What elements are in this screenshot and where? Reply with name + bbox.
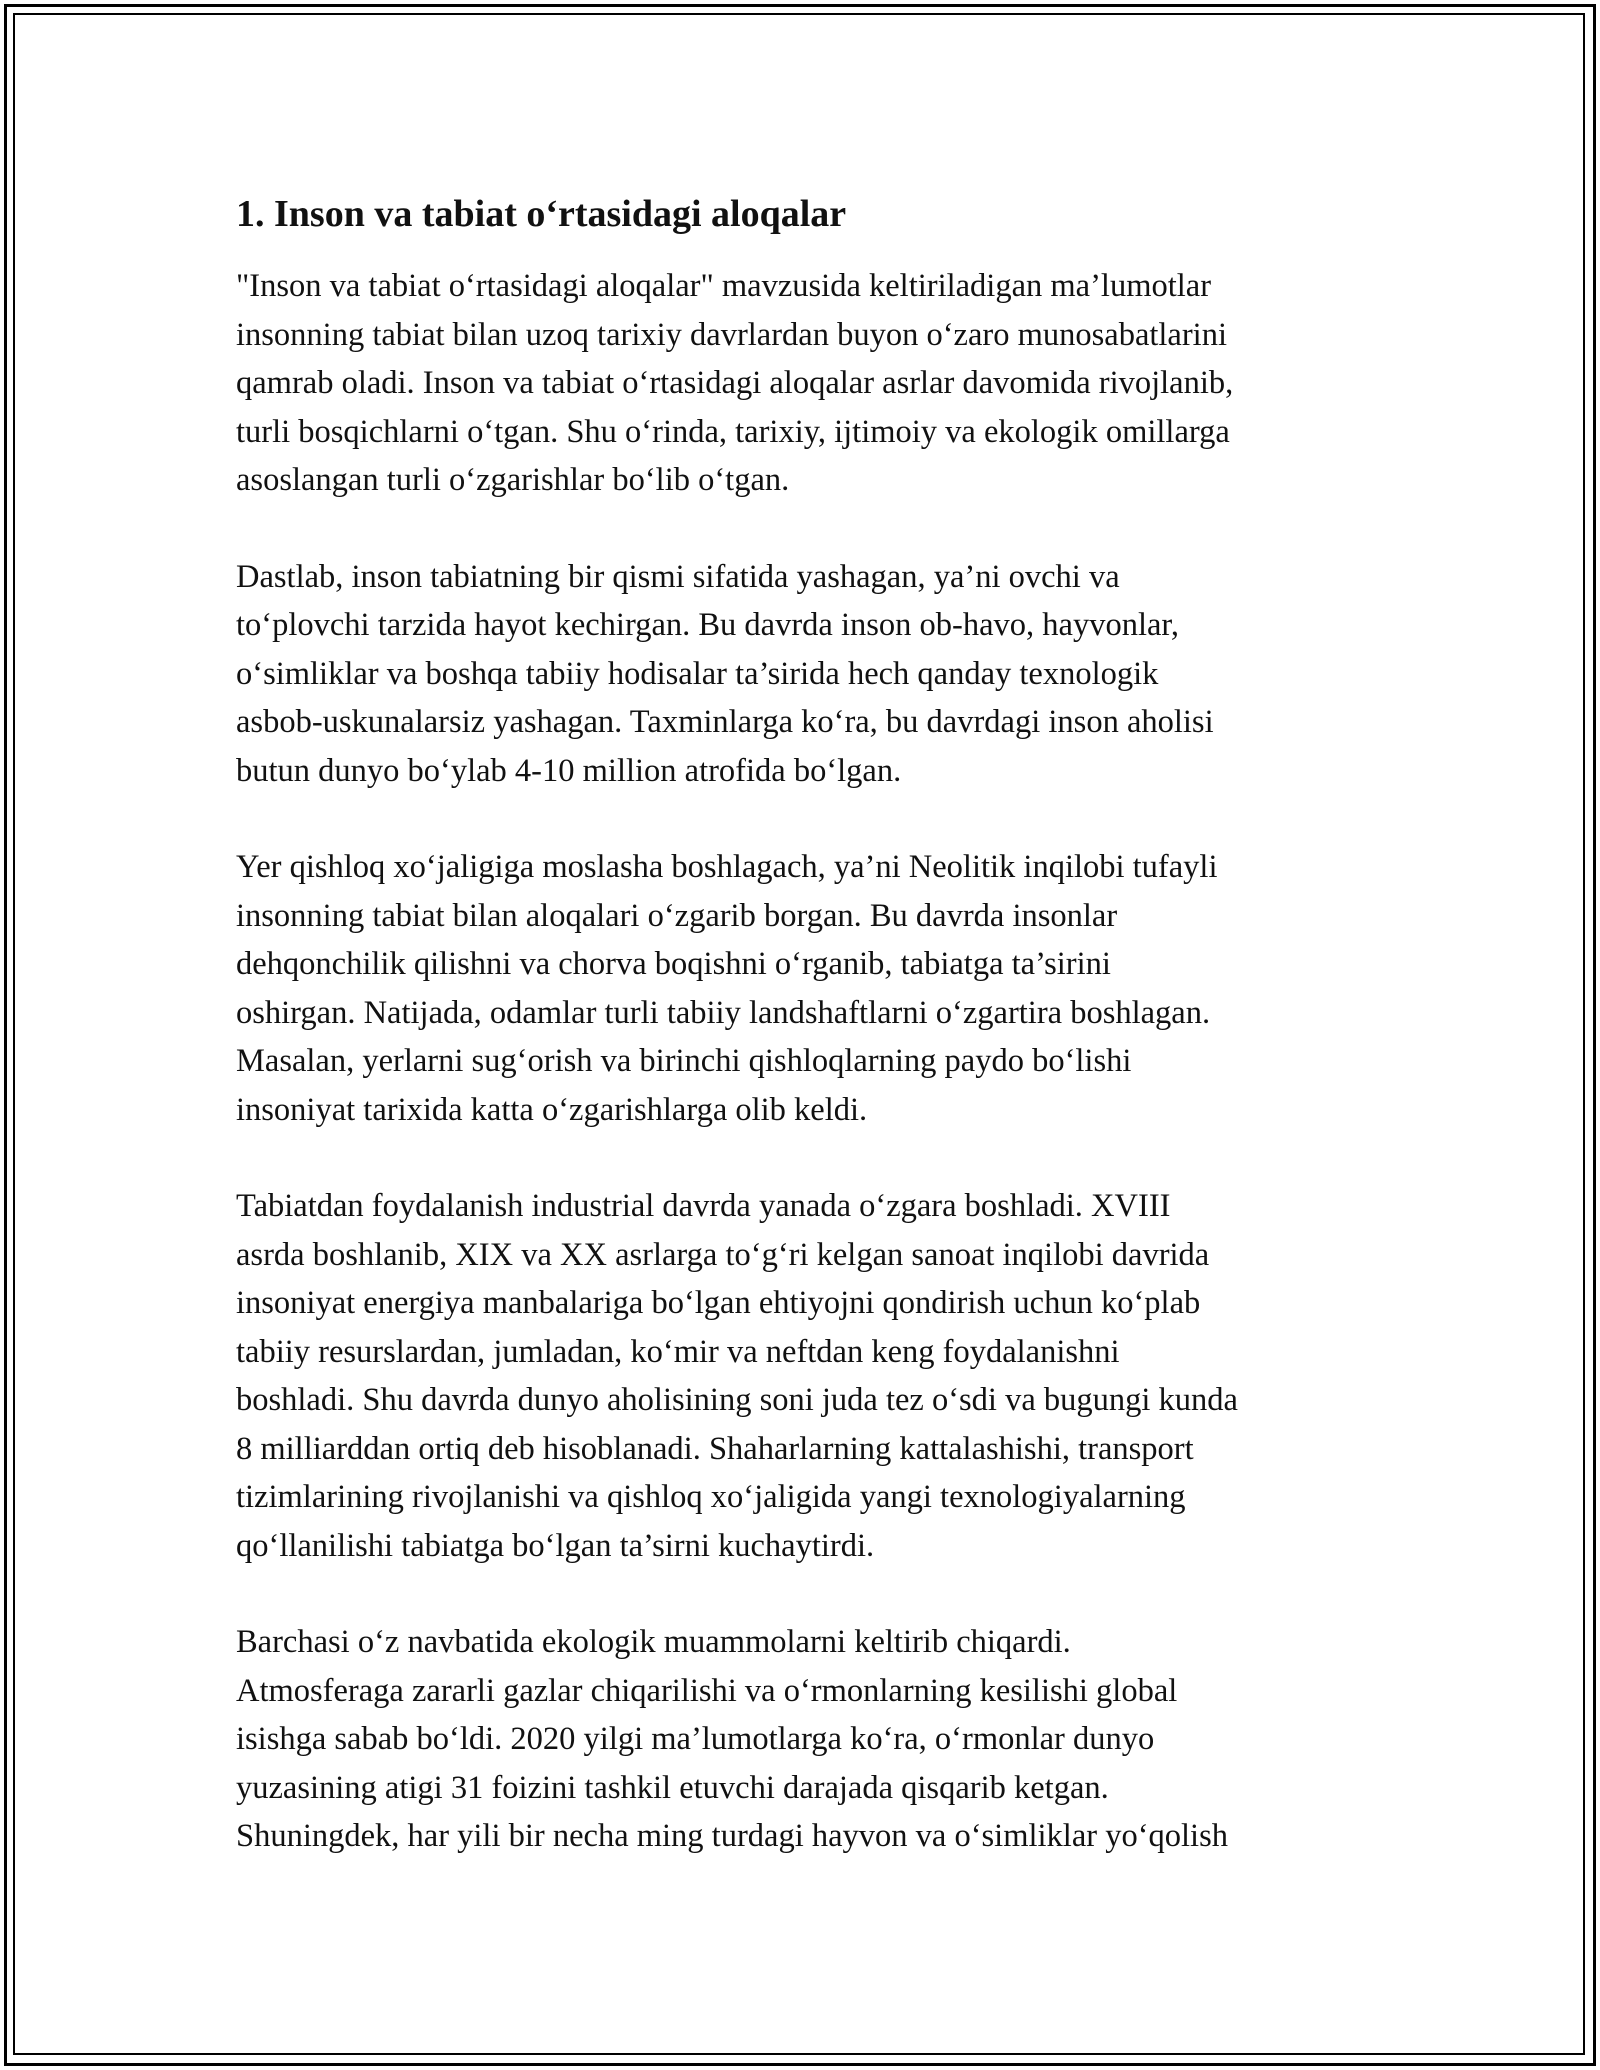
document-body (236, 188, 1376, 1861)
paragraph-5: Barchasi o‘z navbatida ekologik muammolarni keltirib chiqardi. Atmosferaga zararli gazlar chiqarilishi va o‘rmonlarning kesilishi global isishga sabab bo‘ldi. 2020 yilgi ma’lumotlarga ko‘ra, o‘rmonlar dunyo yuzasining atigi 31 foizini tashkil etuvchi darajada qisqarib ketgan. Shuningdek, har yili bir necha ming turdagi hayvon va o‘simliklar yo‘qolish (236, 1624, 1228, 1854)
paragraph-1: "Inson va tabiat o‘rtasidagi aloqalar" mavzusida keltiriladigan ma’lumotlar insonning tabiat bilan uzoq tarixiy davrlardan buyon o‘zaro munosabatlarini qamrab oladi. Inson va tabiat o‘rtasidagi aloqalar asrlar davomida rivojlanib, turli bosqichlarni o‘tgan. Shu o‘rinda, tarixiy, ijtimoiy va ekologik omillarga asoslangan turli o‘zgarishlar bo‘lib o‘tgan. (236, 268, 1234, 498)
paragraph-2: Dastlab, inson tabiatning bir qismi sifatida yashagan, ya’ni ovchi va to‘plovchi tarzida hayot kechirgan. Bu davrda inson ob-havo, hayvonlar, o‘simliklar va boshqa tabiiy hodisalar ta’sirida hech qanday texnologik asbob-uskunalarsiz yashagan. Taxminlarga ko‘ra, bu davrdagi inson aholisi butun dunyo bo‘ylab 4-10 million atrofida bo‘lgan. (236, 558, 1214, 789)
paragraph-4: Tabiatdan foydalanish industrial davrda yanada o‘zgara boshladi. XVIII asrda boshlanib, XIX va XX asrlarga to‘g‘ri kelgan sanoat inqilobi davrida insoniyat energiya manbalariga bo‘lgan ehtiyojni qondirish uchun ko‘plab tabiiy resurslardan, jumladan, ko‘mir va neftdan keng foydalanishni boshladi. Shu davrda dunyo aholisining soni juda tez o‘sdi va bugungi kunda 8 milliarddan ortiq deb hisoblanadi. Shaharlarning kattalashishi, transport tizimlarining rivojlanishi va qishloq xo‘jaligida yangi texnologiyalarning qo‘llanilishi tabiatga bo‘lgan ta’sirni kuchaytirdi. (236, 1188, 1238, 1564)
section-heading: 1. Inson va tabiat o‘rtasidagi aloqalar (236, 193, 847, 235)
paragraph-3: Yer qishloq xo‘jaligiga moslasha boshlagach, ya’ni Neolitik inqilobi tufayli insonning tabiat bilan aloqalari o‘zgarib borgan. Bu davrda insonlar dehqonchilik qilishni va chorva boqishni o‘rganib, tabiatga ta’sirini oshirgan. Natijada, odamlar turli tabiiy landshaftlarni o‘zgartira boshlagan. Masalan, yerlarni sug‘orish va birinchi qishloqlarning paydo bo‘lishi insoniyat tarixida katta o‘zgarishlarga olib keldi. (236, 849, 1218, 1128)
